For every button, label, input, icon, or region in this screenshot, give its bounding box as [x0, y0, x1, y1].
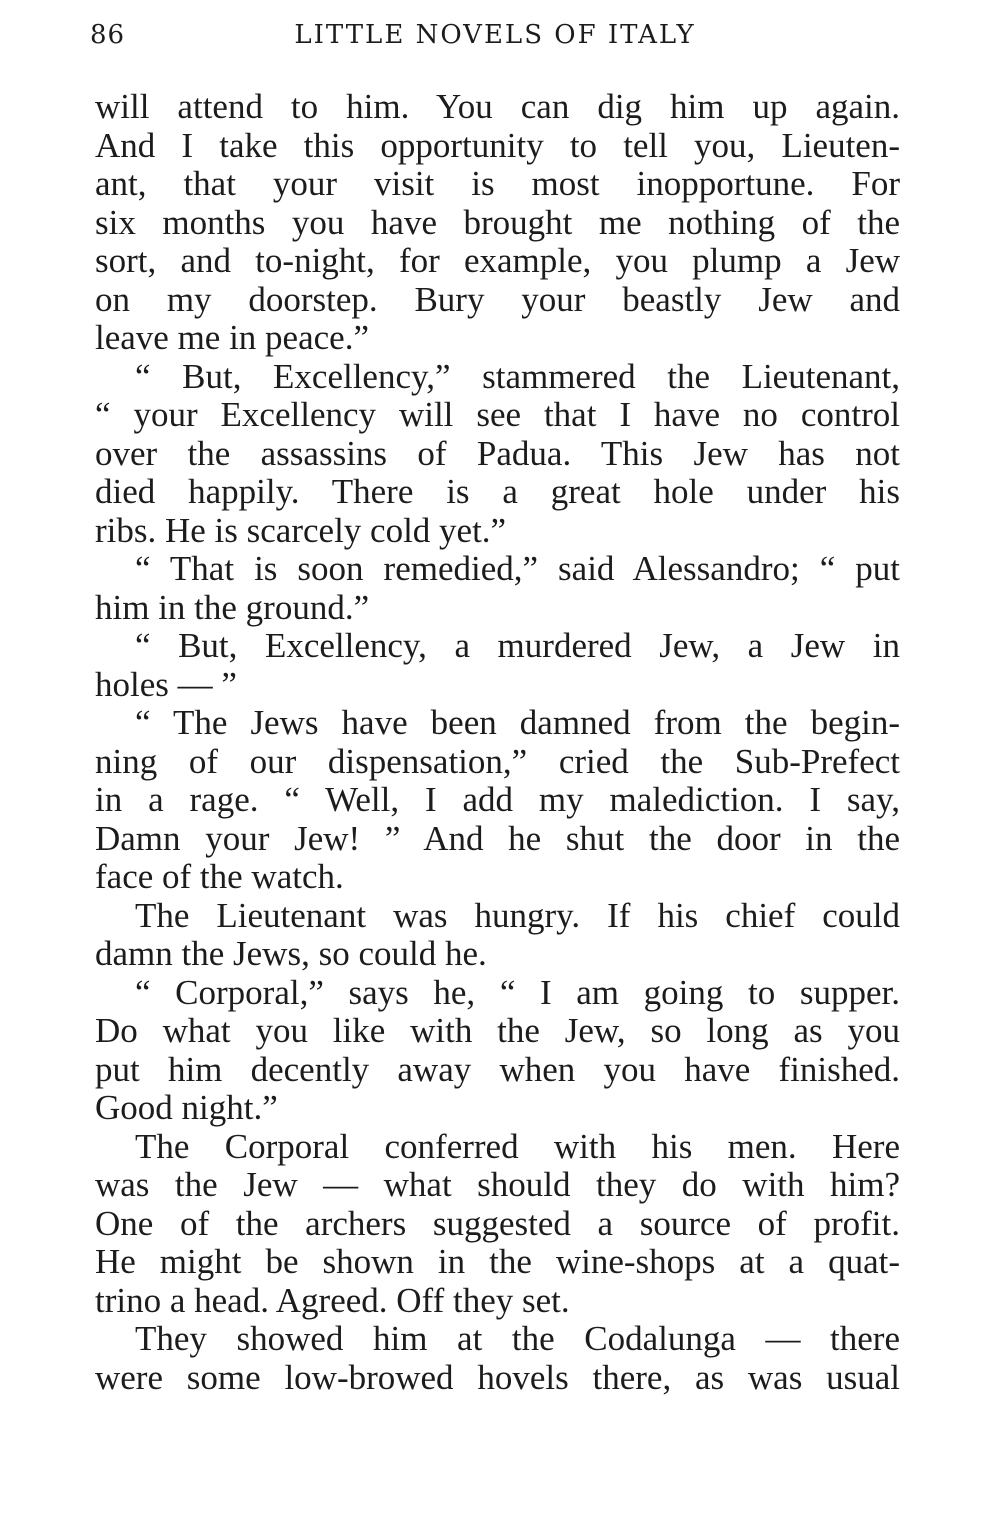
- text-line: sort, and to-night, for example, you plump a Jew: [95, 241, 900, 280]
- text-line: “ But, Excellency,” stammered the Lieutenant,: [135, 356, 900, 396]
- text-line: over the assassins of Padua. This Jew has not: [95, 433, 900, 473]
- page-number: 86: [90, 20, 126, 50]
- text-line: face of the watch.: [95, 857, 344, 896]
- text-line: holes — ”: [95, 664, 237, 704]
- text-line: Damn your Jew! ” And he shut the door in the: [95, 818, 900, 858]
- text-line: ant, that your visit is most inopportune. For: [95, 164, 900, 203]
- text-line: “ The Jews have been damned from the begin-: [135, 703, 900, 742]
- text-line: damn the Jews, so could he.: [95, 934, 487, 973]
- text-line: Good night.”: [95, 1088, 278, 1127]
- text-line: were some low-browed hovels there, as was usual: [95, 1357, 900, 1397]
- text-line: ning of our dispensation,” cried the Sub-Prefect: [95, 741, 900, 781]
- text-line: “ That is soon remedied,” said Alessandro; “ put: [135, 549, 900, 588]
- text-line: ribs. He is scarcely cold yet.”: [95, 510, 507, 550]
- text-line: They showed him at the Codalunga — there: [135, 1319, 900, 1358]
- text-line: leave me in peace.”: [95, 318, 369, 357]
- text-line: One of the archers suggested a source of profit.: [95, 1203, 900, 1243]
- text-line: trino a head. Agreed. Off they set.: [95, 1280, 570, 1320]
- text-line: in a rage. “ Well, I add my malediction. I say,: [95, 780, 900, 819]
- text-line: will attend to him. You can dig him up again.: [95, 87, 900, 126]
- text-line: him in the ground.”: [95, 587, 370, 627]
- text-line: “ your Excellency will see that I have no control: [95, 395, 900, 434]
- text-line: The Corporal conferred with his men. Here: [135, 1126, 900, 1166]
- text-line: put him decently away when you have finished.: [95, 1049, 900, 1089]
- body-text: [95, 88, 900, 1397]
- page-header: [90, 20, 900, 60]
- text-line: Do what you like with the Jew, so long as you: [95, 1011, 900, 1050]
- text-line: on my doorstep. Bury your beastly Jew and: [95, 279, 900, 319]
- text-line: “ Corporal,” says he, “ I am going to supper.: [135, 972, 900, 1012]
- text-line: And I take this opportunity to tell you, Lieuten-: [95, 125, 900, 165]
- text-line: “ But, Excellency, a murdered Jew, a Jew in: [135, 626, 900, 665]
- text-line: six months you have brought me nothing of the: [95, 202, 900, 242]
- text-line: The Lieutenant was hungry. If his chief could: [135, 895, 900, 935]
- running-title: LITTLE NOVELS OF ITALY: [294, 20, 696, 50]
- text-line: died happily. There is a great hole under his: [95, 472, 900, 511]
- text-line: was the Jew — what should they do with him?: [95, 1165, 900, 1204]
- text-line: He might be shown in the wine-shops at a quat-: [95, 1242, 900, 1281]
